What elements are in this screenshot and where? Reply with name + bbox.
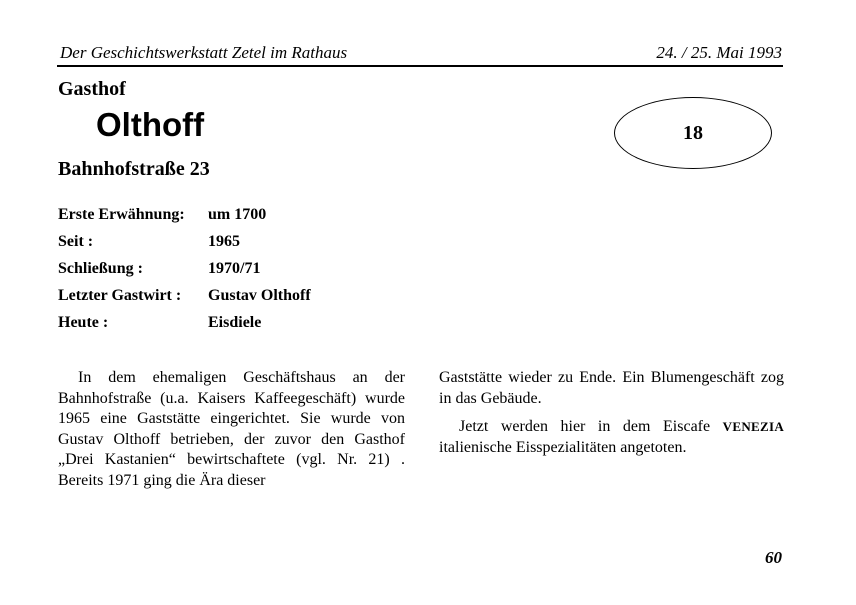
header-date: 24. / 25. Mai 1993 <box>656 43 782 62</box>
fact-value: um 1700 <box>208 206 267 223</box>
entry-number: 18 <box>683 122 703 144</box>
body-paragraph <box>439 417 784 458</box>
fact-label: Erste Erwähnung: <box>58 206 185 223</box>
entry-title: Olthoff <box>96 106 205 143</box>
entry-kicker: Gasthof <box>58 78 126 100</box>
page-number: 60 <box>765 548 782 567</box>
cafe-name: VENEZIA <box>722 419 785 434</box>
body-text: Jetzt werden hier in dem Eiscafe <box>459 418 711 435</box>
body-text: italienische Eisspezialitäten angetoten. <box>439 438 687 456</box>
body-paragraph: In dem ehemaligen Geschäftshaus an der Bahnhofstraße (u.a. Kaisers Kaffeegeschäft) wurde 1965 eine Gaststätte eingerichtet. Sie wurde von Gustav Olthoff betrieben, der zuvor den Gasthof „Drei Kastanien“ bewirtschaftete (vgl. Nr. 21) . Bereits 1971 ging die Ära dieser <box>58 369 405 489</box>
running-header <box>60 43 782 65</box>
body-column-left <box>58 368 405 491</box>
body-paragraph: Gaststätte wieder zu Ende. Ein Blumengeschäft zog in das Gebäude. <box>439 369 784 407</box>
body-column-right <box>439 368 784 458</box>
fact-value: Gustav Olthoff <box>208 287 311 304</box>
fact-value: 1965 <box>208 233 240 250</box>
entry-address: Bahnhofstraße 23 <box>58 158 210 180</box>
fact-value: Eisdiele <box>208 314 262 331</box>
header-title: Der Geschichtswerkstatt Zetel im Rathaus <box>60 43 348 62</box>
entry-number-badge <box>614 97 772 169</box>
fact-label: Schließung : <box>58 260 143 277</box>
fact-label: Heute : <box>58 314 109 331</box>
header-rule <box>57 65 783 67</box>
fact-label: Letzter Gastwirt : <box>58 287 182 304</box>
fact-value: 1970/71 <box>208 260 261 277</box>
fact-label: Seit : <box>58 233 94 250</box>
